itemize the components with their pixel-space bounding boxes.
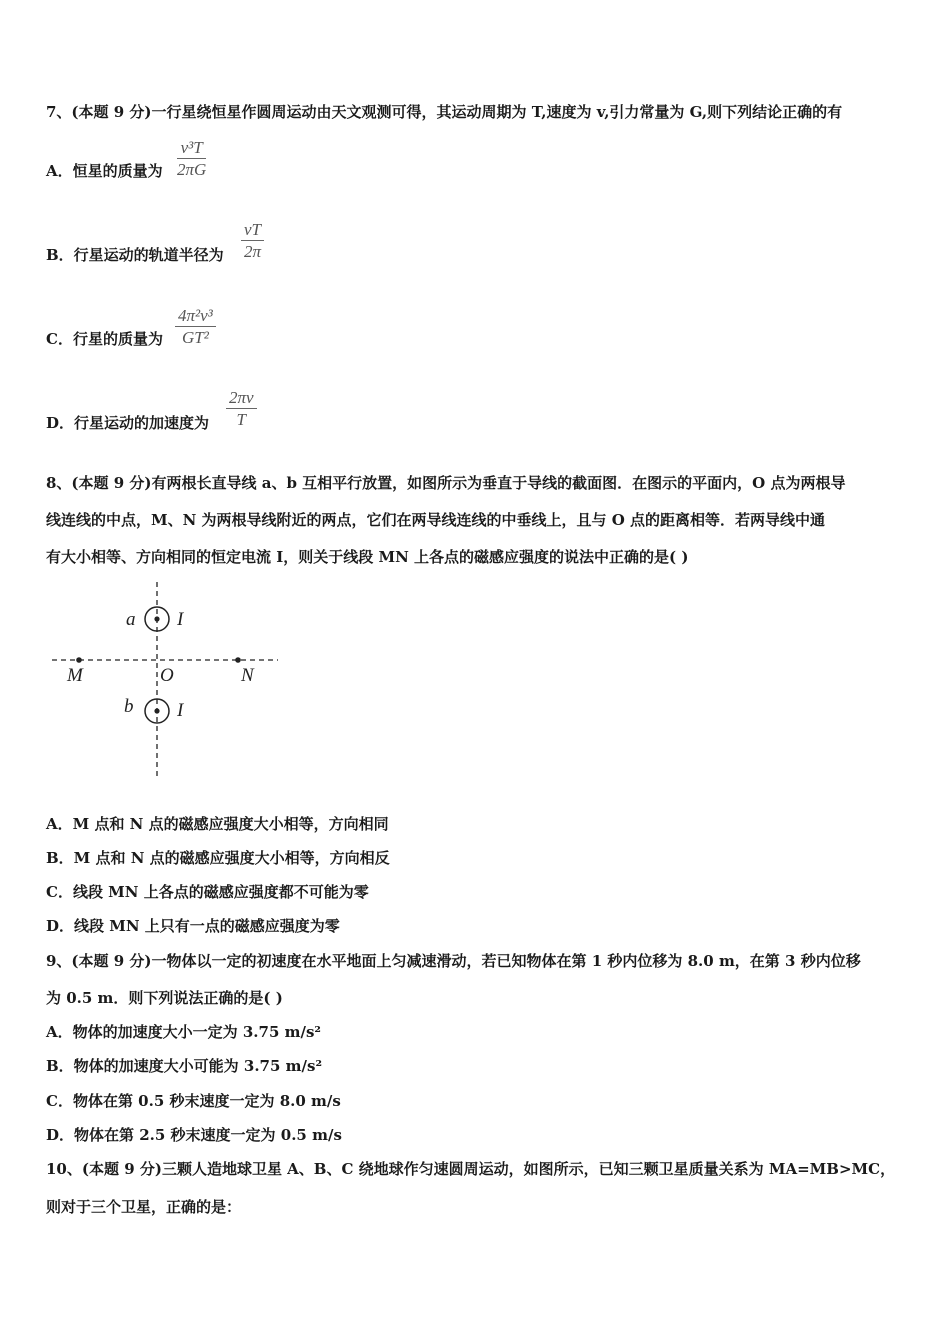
q7-option-c: C．行星的质量为 [46, 330, 163, 348]
q8-stem-line1: 8、(本题 9 分)有两根长直导线 a、b 互相平行放置，如图所示为垂直于导线的截面图．在图示的平面内，O 点为两根导 [46, 474, 846, 492]
label-o: O [160, 665, 174, 686]
point-m-dot [76, 657, 82, 663]
q7-option-a-fraction: v³T 2πG [177, 138, 207, 179]
label-i-bottom: I [177, 700, 184, 721]
q7-option-b: B．行星运动的轨道半径为 [46, 246, 224, 264]
q7-option-a: A．恒星的质量为 [46, 162, 163, 180]
q7-option-c-fraction: 4π²v³ GT² [175, 306, 216, 349]
q9-stem-line2: 为 0.5 m．则下列说法正确的是( ) [46, 989, 283, 1007]
q7-stem: 7、(本题 9 分)一行星绕恒星作圆周运动由天文观测可得，其运动周期为 T,速度为 v,引力常量为 G,则下列结论正确的有 [46, 103, 843, 121]
q7-option-d: D．行星运动的加速度为 [46, 414, 210, 432]
q10-stem-line2: 则对于三个卫星，正确的是： [46, 1198, 242, 1216]
q8-stem-line3: 有大小相等、方向相同的恒定电流 I，则关于线段 MN 上各点的磁感应强度的说法中正确的是( ) [46, 548, 689, 566]
label-a: a [126, 609, 136, 630]
q8-option-c: C．线段 MN 上各点的磁感应强度都不可能为零 [46, 883, 369, 901]
q9-option-d: D．物体在第 2.5 秒末速度一定为 0.5 m/s [46, 1126, 342, 1144]
q7-option-b-fraction: vT 2π [241, 220, 264, 263]
q9-stem-line1: 9、(本题 9 分)一物体以一定的初速度在水平地面上匀减速滑动，若已知物体在第 1 秒内位移为 8.0 m，在第 3 秒内位移 [46, 952, 861, 970]
label-n: N [241, 665, 254, 686]
q9-option-b: B．物体的加速度大小可能为 3.75 m/s² [46, 1057, 323, 1075]
label-i-top: I [177, 609, 184, 630]
q8-option-b: B．M 点和 N 点的磁感应强度大小相等，方向相反 [46, 849, 390, 867]
label-b: b [124, 696, 134, 717]
q8-option-d: D．线段 MN 上只有一点的磁感应强度为零 [46, 917, 340, 935]
q9-option-c: C．物体在第 0.5 秒末速度一定为 8.0 m/s [46, 1092, 341, 1110]
q9-option-a: A．物体的加速度大小一定为 3.75 m/s² [46, 1023, 321, 1041]
q8-stem-line2: 线连线的中点，M、N 为两根导线附近的两点，它们在两导线连线的中垂线上，且与 O 点的距离相等．若两导线中通 [46, 511, 826, 529]
q8-option-a: A．M 点和 N 点的磁感应强度大小相等，方向相同 [46, 815, 389, 833]
label-m: M [67, 665, 83, 686]
q10-stem-line1: 10、(本题 9 分)三颗人造地球卫星 A、B、C 绕地球作匀速圆周运动，如图所示，已知三颗卫星质量关系为 MA=MB>MC， [46, 1160, 896, 1178]
wire-b-dot [154, 708, 159, 713]
q8-wire-diagram [46, 578, 286, 782]
q7-option-d-fraction: 2πv T [226, 388, 257, 431]
wire-a-dot [154, 616, 159, 621]
point-n-dot [235, 657, 241, 663]
